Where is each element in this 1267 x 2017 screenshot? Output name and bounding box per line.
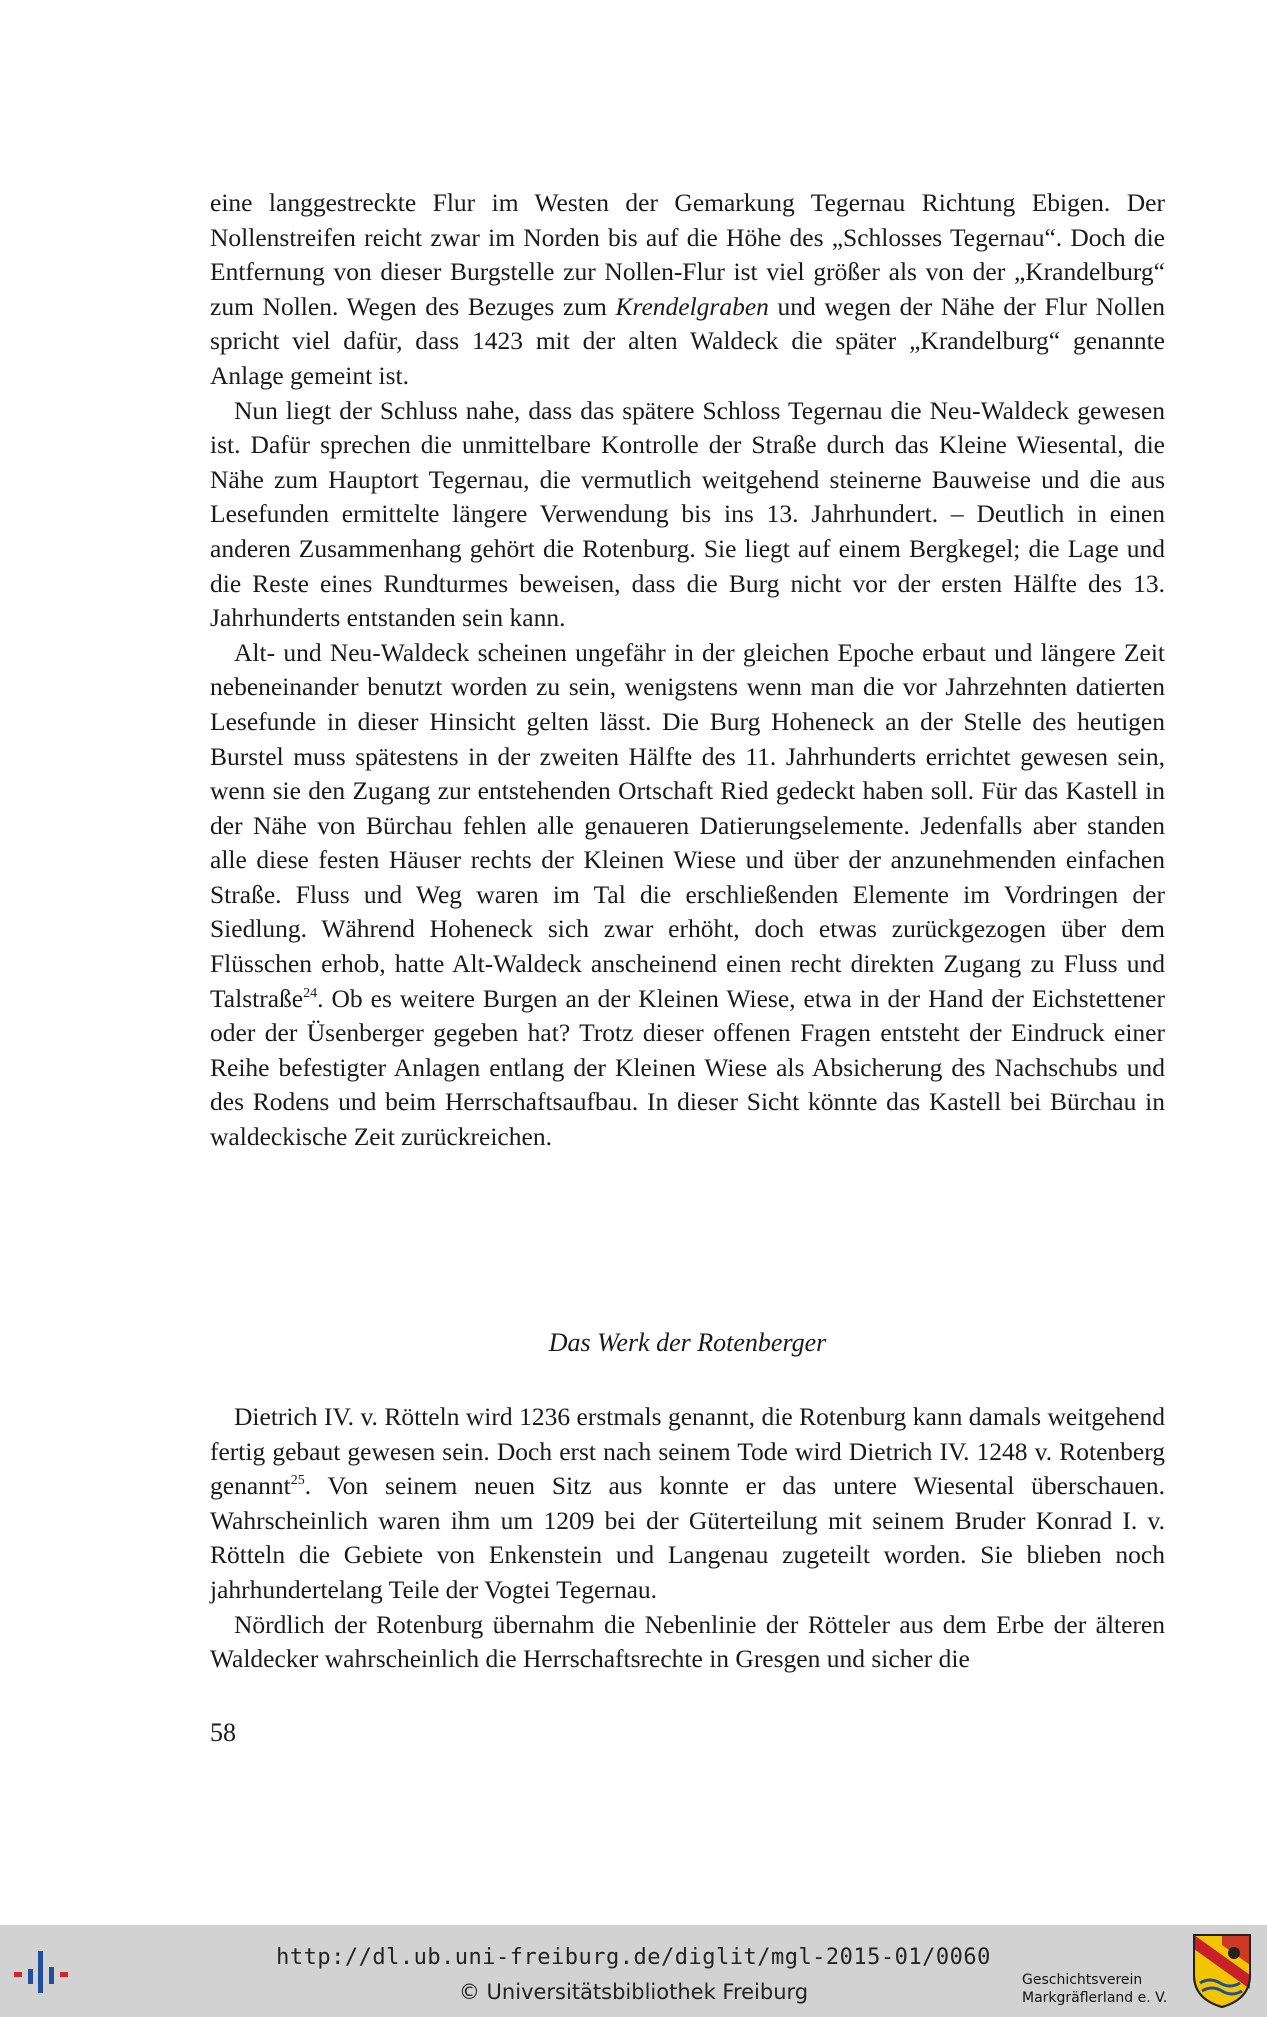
society-name-line-1: Geschichtsverein — [1022, 1972, 1143, 1988]
paragraph-1-text-a: eine langgestreckte Flur im Westen der Gemarkung Tegernau Richtung Ebigen. Der Nollenstreifen reicht zwar im Norden bis auf die Höhe des „Schlosses Tegernau“. Doch die Entfernung von dieser Burgstelle zur Nollen-Flur ist viel größer als von der „Krandelburg“ zum Nollen. Wegen des Bezuges zum — [210, 188, 1165, 321]
section-heading: Das Werk der Rotenberger — [548, 1328, 827, 1357]
paragraph-1 — [210, 186, 1165, 394]
paragraph-1-italic-term: Krendelgraben — [615, 291, 769, 321]
paragraph-4-text-a: Dietrich IV. v. Rötteln wird 1236 erstmals genannt, die Rotenburg kann damals weitgehend fertig gebaut gewesen sein. Doch erst nach seinem Tode wird Dietrich IV. 1248 v. Rotenberg genannt — [210, 1402, 1165, 1501]
society-name — [1022, 1971, 1167, 2007]
paragraph-1-text-b: und wegen der Nähe der Flur Nollen spricht viel dafür, dass 1423 mit der alten Waldeck die später „Krandelburg“ genannte Anlage gemeint ist. — [210, 291, 1165, 390]
paragraph-3-text-b: . Ob es weitere Burgen an der Kleinen Wiese, etwa in der Hand der Eichstettener oder der Üsenberger gegeben hat? Trotz dieser offenen Fragen entsteht der Eindruck einer Reihe befestigter Anlagen entlang der Kleinen Wiese als Absicherung des Nachschubs und des Rodens und beim Herrschaftsaufbau. In dieser Sicht könnte das Kastell bei Bürchau in waldeckische Zeit zurückreichen. — [210, 983, 1165, 1152]
body-text-top — [210, 186, 1165, 1155]
paragraph-3-text-a: Alt- und Neu-Waldeck scheinen ungefähr in der gleichen Epoche erbaut und längere Zeit nebeneinander benutzt worden zu sein, wenigstens wenn man die vor Jahrzehnten datierten Lesefunde in dieser Hinsicht gelten lässt. Die Burg Hoheneck an der Stelle des heutigen Burstel muss spätestens in der zweiten Hälfte des 11. Jahrhunderts errichtet gewesen sein, wenn sie den Zugang zur entstehenden Ortschaft Ried gedeckt haben soll. Für das Kastell in der Nähe von Bürchau fehlen alle genaueren Datierungselemente. Jedenfalls aber standen alle diese festen Häuser rechts der Kleinen Wiese und über der anzunehmenden einfachen Straße. Fluss und Weg waren im Tal die erschließenden Elemente im Vordringen der Siedlung. Während Hoheneck sich zwar erhöht, doch etwas zurückgezogen über dem Flüsschen erhob, hatte Alt-Waldeck anscheinend einen recht direkten Zugang zu Fluss und Talstraße — [210, 637, 1165, 1013]
society-name-line-2: Markgräflerland e. V. — [1022, 1990, 1168, 2006]
copyright-text: © Universitätsbibliothek Freiburg — [458, 1980, 809, 2004]
footnote-ref-25: 25 — [290, 1473, 305, 1489]
paragraph-3 — [210, 636, 1165, 1155]
page-number: 58 — [210, 1718, 236, 1747]
paragraph-4 — [210, 1400, 1165, 1608]
paragraph-4-text-b: . Von seinem neuen Sitz aus konnte er das untere Wiesental überschauen. Wahrscheinlich waren ihm um 1209 bei der Güterteilung mit seinem Bruder Konrad I. v. Rötteln die Gebiete von Enkenstein und Langenau zugeteilt worden. Sie blieben noch jahrhundertelang Teile der Vogtei Tegernau. — [210, 1471, 1165, 1604]
footer-bar — [0, 1925, 1267, 2017]
society-crest-icon — [1192, 1933, 1252, 2009]
footnote-ref-24: 24 — [303, 985, 318, 1001]
paragraph-2: Nun liegt der Schluss nahe, dass das spätere Schloss Tegernau die Neu-Waldeck gewesen ist. Dafür sprechen die unmittelbare Kontrolle der Straße durch das Kleine Wiesental, die Nähe zum Hauptort Tegernau, die vermutlich weitgehend steinerne Bauweise und die aus Lesefunden ermittelte längere Verwendung bis ins 13. Jahrhundert. – Deutlich in einen anderen Zusammenhang gehört die Rotenburg. Sie liegt auf einem Bergkegel; die Lage und die Reste eines Rundturmes beweisen, dass die Burg nicht vor der ersten Hälfte des 13. Jahrhunderts entstanden sein kann. — [210, 395, 1165, 633]
paragraph-5: Nördlich der Rotenburg übernahm die Nebenlinie der Rötteler aus dem Erbe der älteren Waldecker wahrscheinlich die Herrschaftsrechte in Gresgen und sicher die — [210, 1609, 1165, 1674]
source-url-link[interactable]: http://dl.ub.uni-freiburg.de/diglit/mgl-2015-01/0060 — [276, 1945, 991, 1970]
body-text-bottom — [210, 1400, 1165, 1677]
